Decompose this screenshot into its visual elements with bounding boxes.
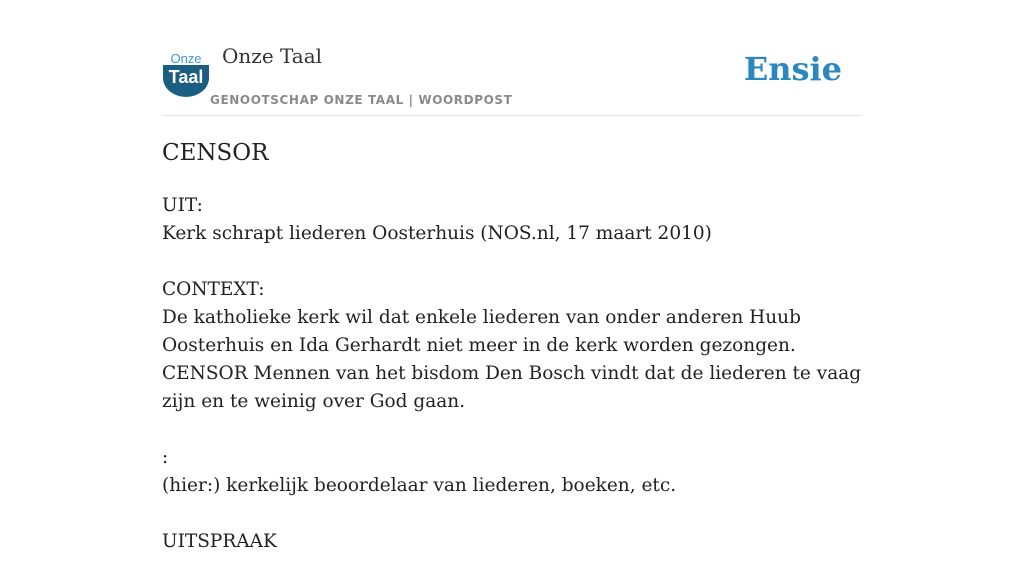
context-label: CONTEXT:: [162, 279, 265, 300]
uit-section: [162, 192, 862, 248]
logo-line2: Taal: [168, 67, 204, 87]
article-title: CENSOR: [162, 140, 269, 166]
page: [162, 0, 862, 552]
uit-label: UIT:: [162, 195, 203, 216]
site-subtitle: GENOOTSCHAP ONZE TAAL | WOORDPOST: [210, 93, 513, 107]
uitspraak-section: [162, 528, 862, 556]
site-header: [162, 40, 862, 116]
definition-text: (hier:) kerkelijk beoordelaar van liederen, boeken, etc.: [162, 475, 677, 496]
ensie-brand-link[interactable]: Ensie: [743, 50, 842, 88]
context-text: De katholieke kerk wil dat enkele liederen van onder anderen Huub Oosterhuis en Ida Gerhardt niet meer in de kerk worden gezongen. CENSOR Mennen van het bisdom Den Bosch vindt dat de liederen te vaag zijn en te weinig over God gaan.: [162, 307, 862, 412]
site-name[interactable]: Onze Taal: [222, 44, 323, 68]
header-divider: [162, 115, 862, 116]
context-section: [162, 276, 862, 416]
uitspraak-label: UITSPRAAK: [162, 531, 277, 552]
definition-label: :: [162, 447, 169, 468]
uit-text: Kerk schrapt liederen Oosterhuis (NOS.nl, 17 maart 2010): [162, 223, 712, 244]
definition-section: [162, 444, 862, 500]
article-body: [162, 192, 862, 584]
onze-taal-logo[interactable]: [162, 51, 210, 97]
logo-line1: Onze: [170, 51, 202, 66]
